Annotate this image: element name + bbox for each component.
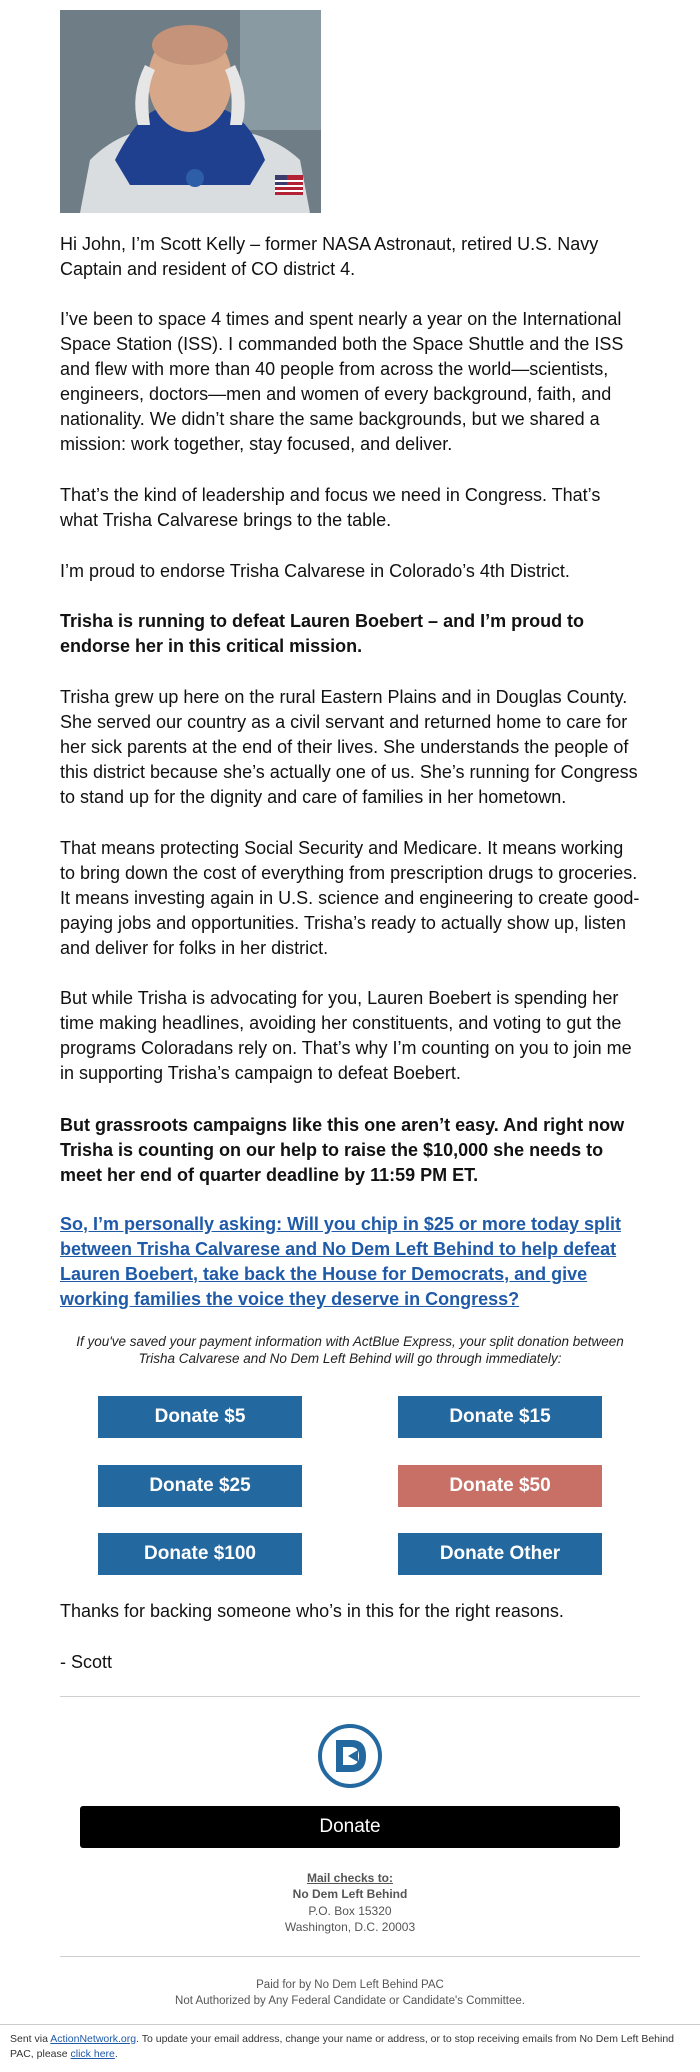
actblue-express-note: If you've saved your payment information with ActBlue Express, your split donation between Trisha Calvarese and No Dem Left Behind will go through immediately: — [76, 1334, 624, 1366]
mail-org: No Dem Left Behind — [292, 1887, 408, 1901]
thanks-text: Thanks for backing someone who’s in this for the right reasons. — [60, 1601, 564, 1621]
actionnetwork-link[interactable]: ActionNetwork.org — [50, 2033, 137, 2045]
space-experience-paragraph: I’ve been to space 4 times and spent nearly a year on the International Space Station (ISS). I commanded both the Space Shuttle and the ISS and flew with more than 40 people from across the world—scientists, engineers, doctors—men and women of every background, faith, and nationality. We didn’t share the same backgrounds, but we shared a mission: work together, stay focused, and deliver. — [60, 309, 624, 454]
paid-for-text: Paid for by No Dem Left Behind PAC — [256, 1979, 444, 1991]
divider — [60, 1956, 640, 1957]
signature: - Scott — [60, 1652, 113, 1672]
donate-50-button[interactable]: Donate $50 — [398, 1465, 602, 1507]
donate-other-button[interactable]: Donate Other — [398, 1533, 602, 1575]
leadership-paragraph: That’s the kind of leadership and focus we need in Congress. That’s what Trisha Calvarese brings to the table. — [60, 485, 601, 530]
mission-paragraph: Trisha is running to defeat Lauren Boebert – and I’m proud to endorse her in this critical mission. — [60, 611, 585, 656]
divider — [60, 1696, 640, 1697]
donate-button[interactable]: Donate — [80, 1806, 620, 1848]
donate-ask-link[interactable]: So, I’m personally asking: Will you chip in $25 or more today split between Trisha Calvarese and No Dem Left Behind to help defeat Lauren Boebert, take back the House for Democrats, and give working families the voice they deserve in Congress? — [60, 1214, 621, 1309]
unsubscribe-footer — [0, 2024, 700, 2062]
unsubscribe-link[interactable]: click here — [70, 2048, 115, 2060]
hero-photo — [60, 10, 321, 213]
donate-5-button[interactable]: Donate $5 — [98, 1396, 302, 1438]
donate-15-button[interactable]: Donate $15 — [398, 1396, 602, 1438]
footer-text: . To update your email address, change your name or address, or to stop receiving emails from No Dem Left Behind PAC, please — [10, 2033, 675, 2060]
donate-25-button[interactable]: Donate $25 — [98, 1465, 302, 1507]
greeting-paragraph: Hi John, I’m Scott Kelly – former NASA Astronaut, retired U.S. Navy Captain and resident of CO district 4. — [60, 234, 599, 279]
footer-end: . — [114, 2048, 118, 2060]
mail-heading: Mail checks to: — [306, 1871, 394, 1885]
opponent-paragraph: But while Trisha is advocating for you, Lauren Boebert is spending her time making headlines, avoiding her constituents, and voting to gut the programs Coloradans rely on. That’s why I’m counting on you to join me in supporting Trisha’s campaign to defeat Boebert. — [60, 988, 632, 1083]
sent-via-text: Sent via — [10, 2033, 48, 2045]
mail-box: P.O. Box 15320 — [308, 1904, 392, 1918]
endorse-paragraph: I’m proud to endorse Trisha Calvarese in Colorado’s 4th District. — [60, 561, 570, 581]
priorities-paragraph: That means protecting Social Security and Medicare. It means working to bring down the cost of everything from prescription drugs to groceries. It means investing again in U.S. science and engineering to create good-paying jobs and opportunities. Trisha’s ready to actually show up, listen and deliver for folks in her district. — [60, 838, 640, 958]
not-authorized-text: Not Authorized by Any Federal Candidate or Candidate's Committee. — [175, 1995, 525, 2007]
bio-paragraph: Trisha grew up here on the rural Eastern Plains and in Douglas County. She served our country as a civil servant and returned home to care for her sick parents at the end of their lives. She understands the people of this district because she’s actually one of us. She’s running for Congress to stand up for the dignity and care of families in her hometown. — [60, 687, 638, 807]
deadline-paragraph: But grassroots campaigns like this one aren’t easy. And right now Trisha is counting on our help to raise the $10,000 she needs to meet her end of quarter deadline by 11:59 PM ET. — [60, 1115, 625, 1185]
ndlb-logo-icon — [318, 1724, 382, 1788]
mail-city: Washington, D.C. 20003 — [284, 1920, 416, 1934]
donate-100-button[interactable]: Donate $100 — [98, 1533, 302, 1575]
